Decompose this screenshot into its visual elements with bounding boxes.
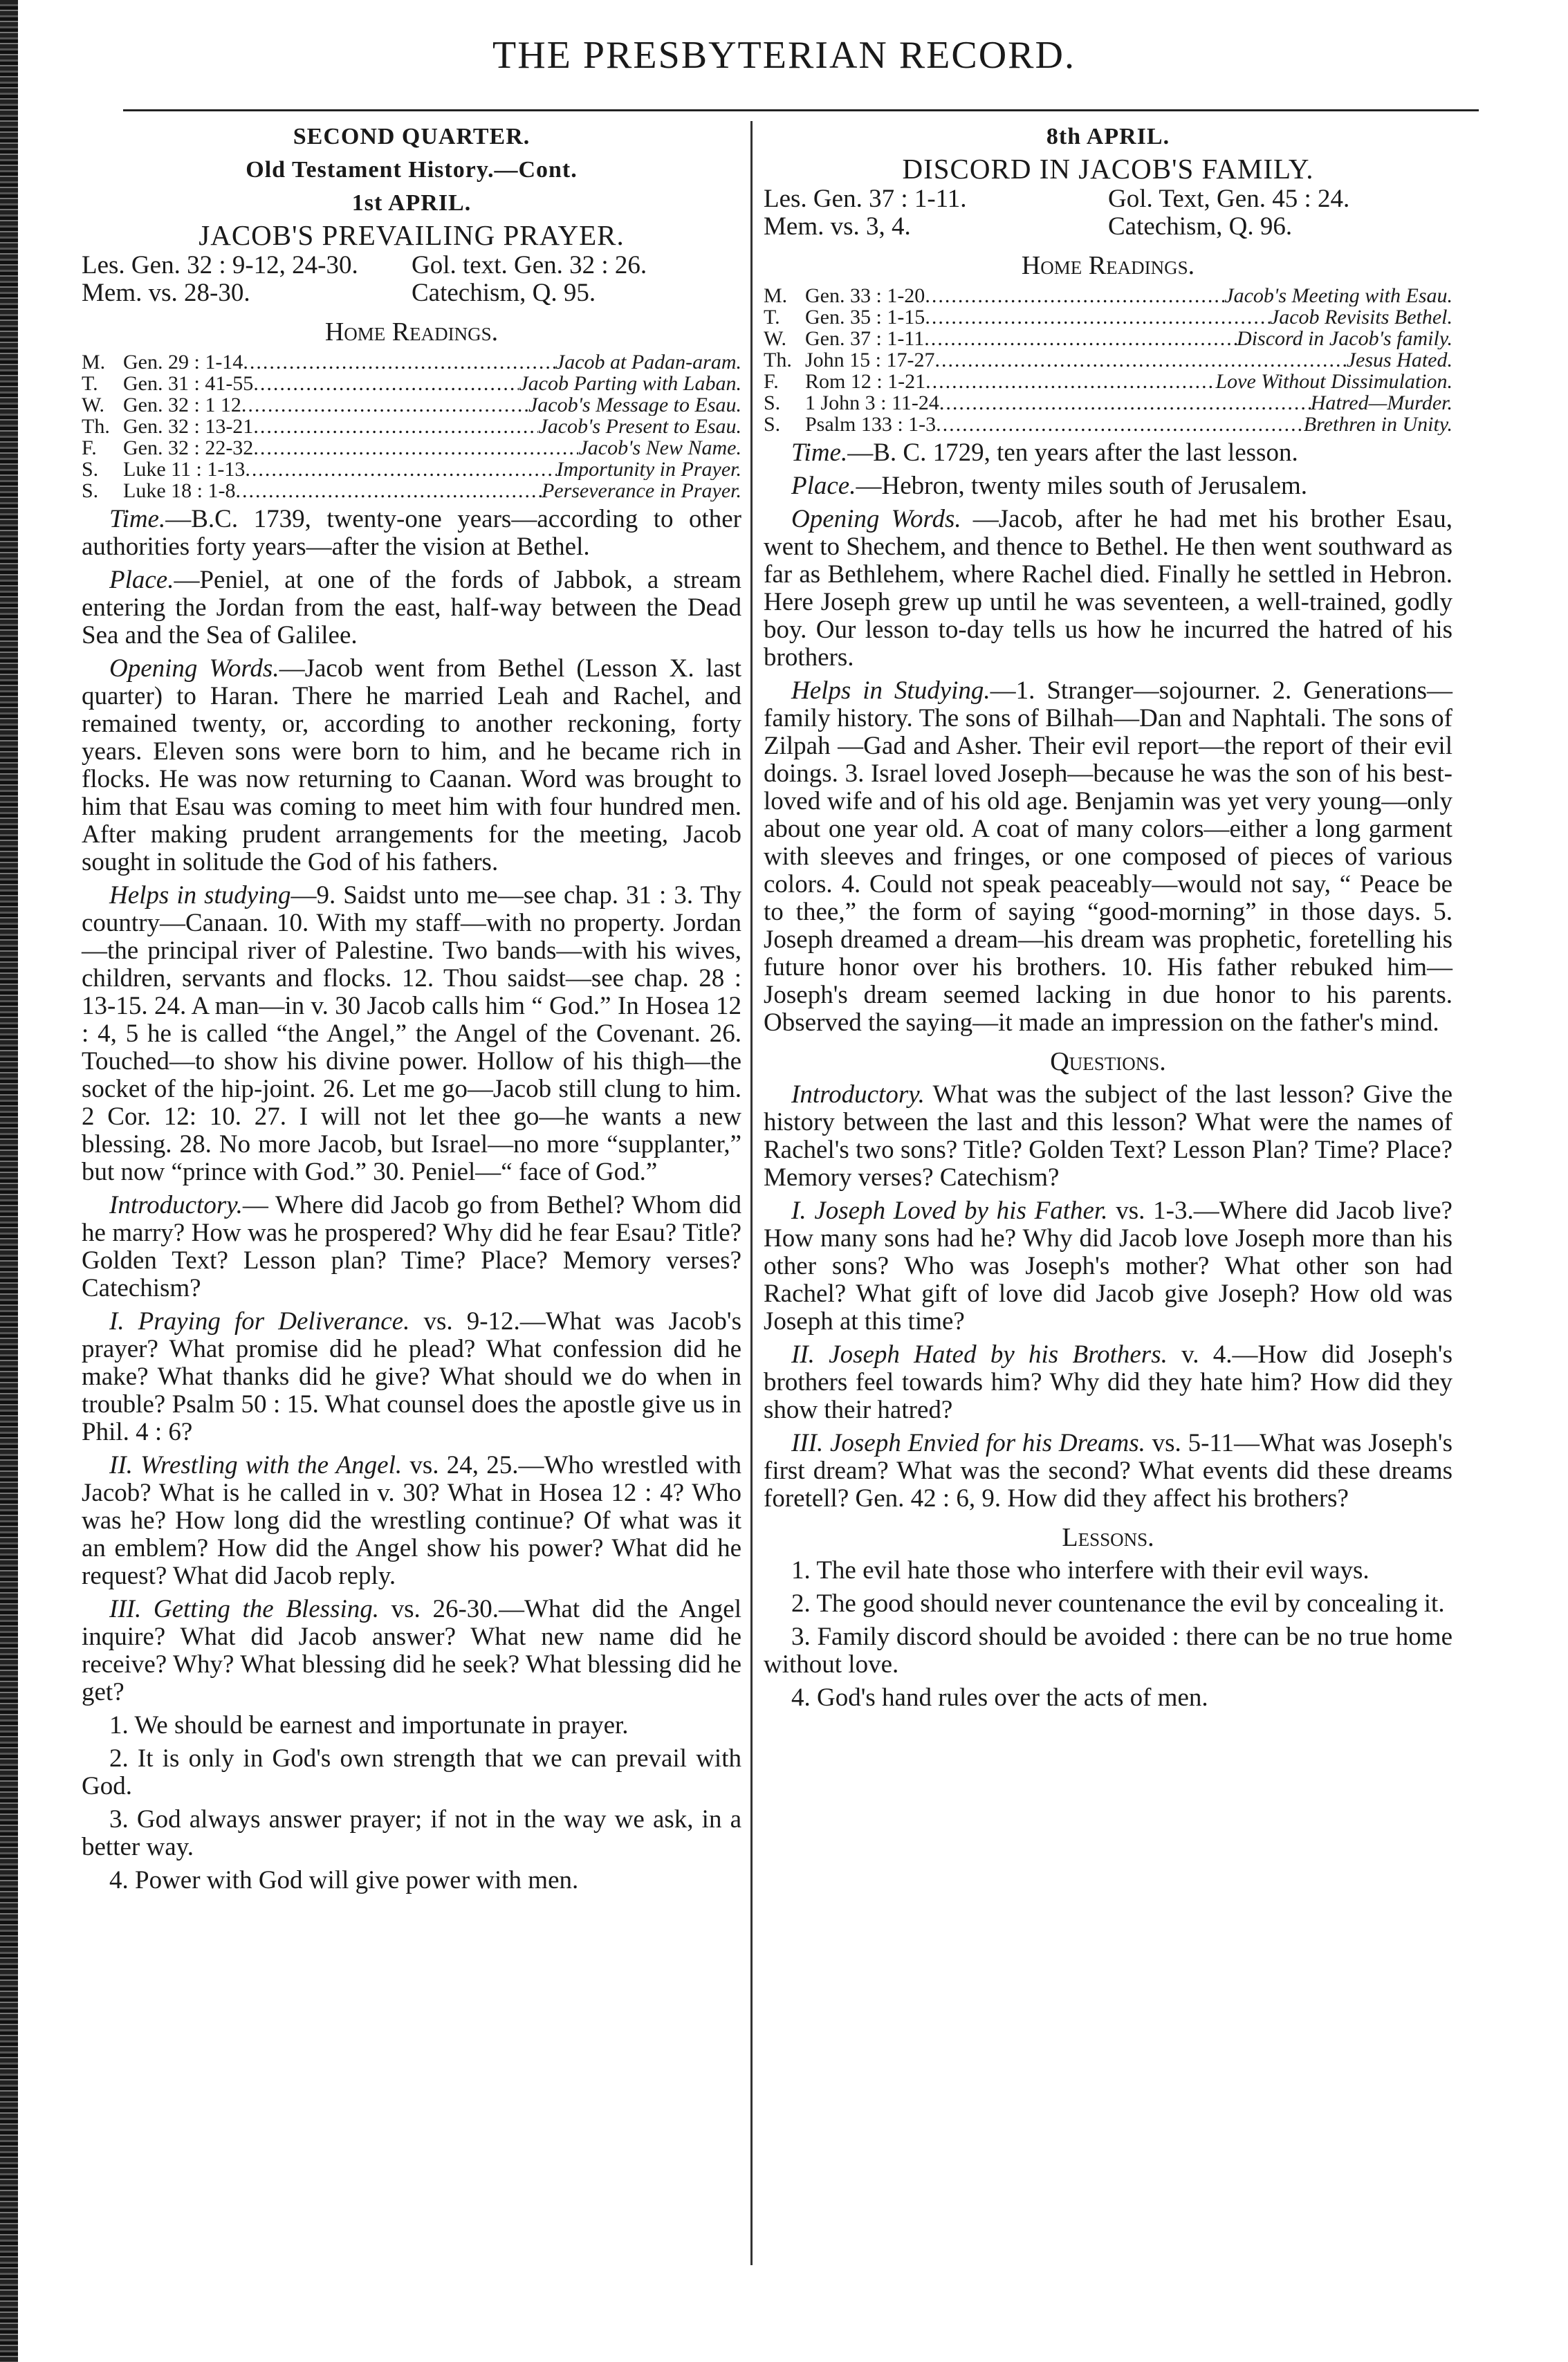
lesson-point: 2. The good should never countenance the evil by concealing it. xyxy=(791,1589,1445,1618)
reading-row: Th. John 15 : 17-27 ..... Jesus Hated. xyxy=(764,349,1452,371)
lesson-title: JACOB'S PREVAILING PRAYER. xyxy=(199,219,625,251)
helps-paragraph: Helps in studying—9. Saidst unto me—see chap. 31 : 3. Thy country—Canaan. 10. With my staff—with no property. Jordan—the principal river of Palestine. Two bands—with his wives, children, servants and flocks. 12. Thou saidst—see chap. 28 : 13-15. 24. A man—in v. 30 Jacob calls him “ God.” In Hosea 12 : 4, 5 he is called “the Angel,” the Angel of the Covenant. 26. Touched—to show his divine power. Hollow of his thigh—the socket of the hip-joint. 26. Let me go—Jacob still clung to him. 2 Cor. 12: 10. 27. I will not let thee go—he wants a new blessing. 28. No more Jacob, but Israel—no more “supplanter,” but now “prince with God.” 30. Peniel—“ face of God.” xyxy=(82,881,742,1186)
catechism-ref: Catechism, Q. 96. xyxy=(1108,212,1293,241)
reading-row: S. Luke 11 : 1-13 ..... Importunity in Prayer. xyxy=(82,459,741,480)
column-divider xyxy=(750,121,753,2265)
reading-row: Th. Gen. 32 : 13-21 ..... Jacob's Present to Esau. xyxy=(82,416,741,437)
lesson-ref: Les. Gen. 32 : 9-12, 24-30. xyxy=(82,251,358,279)
lesson-date: 8th APRIL. xyxy=(1046,124,1170,149)
masthead: THE PRESBYTERIAN RECORD. xyxy=(492,34,1076,77)
reading-row: F. Rom 12 : 1-21 ..... Love Without Dissimulation. xyxy=(764,371,1452,392)
question-section-3: III. Getting the Blessing. vs. 26-30.—What did the Angel inquire? What did Jacob answer? What new name did he receive? Why? What blessing did he seek? What blessing did he get? xyxy=(82,1595,741,1706)
question-section-3: III. Joseph Envied for his Dreams. vs. 5-11—What was Joseph's first dream? What was the second? What events did these dreams foretell? Gen. 42 : 6, 9. How did they affect his brothers? xyxy=(764,1429,1452,1513)
lesson-point: 1. The evil hate those who interfere with their evil ways. xyxy=(791,1556,1369,1585)
reading-row: S. Psalm 133 : 1-3 ..... Brethren in Unity. xyxy=(764,414,1452,435)
reading-row: S. Luke 18 : 1-8 ..... Perseverance in Prayer. xyxy=(82,480,741,501)
home-readings-heading: Home Readings. xyxy=(1021,251,1195,280)
binding-edge xyxy=(0,0,18,2362)
lesson-point: 2. It is only in God's own strength that we can prevail with God. xyxy=(82,1744,741,1800)
reading-row: M. Gen. 33 : 1-20 ..... Jacob's Meeting with Esau. xyxy=(764,285,1452,306)
time-paragraph: Time.—B.C. 1739, twenty-one years—according to other authorities forty years—after the vision at Bethel. xyxy=(82,505,741,561)
lesson-point: 4. Power with God will give power with men. xyxy=(109,1866,579,1894)
opening-words-paragraph: Opening Words. —Jacob, after he had met his brother Esau, went to Shechem, and thence to Bethel. He then went southward as far as Bethlehem, where Rachel died. Finally he settled in Hebron. Here Joseph grew up until he was seventeen, a well-trained, godly boy. Our lesson to-day tells us how he incurred the hatred of his brothers. xyxy=(764,505,1452,672)
place-paragraph: Place.—Hebron, twenty miles south of Jerusalem. xyxy=(791,472,1308,500)
right-column xyxy=(764,123,1452,1717)
lessons-heading: Lessons. xyxy=(1062,1523,1154,1552)
question-section-2: II. Wrestling with the Angel. vs. 24, 25.—Who wrestled with Jacob? What is he called in v. 30? What in Hosea 12 : 4? Who was he? How long did the wrestling continue? Of what was it an emblem? How did the Angel show his power? What did he request? What did Jacob reply. xyxy=(82,1451,741,1590)
home-readings-list xyxy=(82,351,741,501)
reading-row: F. Gen. 32 : 22-32 ..... Jacob's New Name. xyxy=(82,437,741,459)
time-paragraph: Time.—B. C. 1729, ten years after the last lesson. xyxy=(791,439,1298,467)
left-column xyxy=(82,123,741,1900)
memory-verses: Mem. vs. 28-30. xyxy=(82,279,250,307)
home-readings-list xyxy=(764,285,1452,435)
lesson-point: 4. God's hand rules over the acts of men. xyxy=(791,1683,1208,1712)
helps-paragraph: Helps in Studying.—1. Stranger—sojourner. 2. Generations—family history. The sons of Bilhah—Dan and Naphtali. The sons of Zilpah —Gad and Asher. Their evil report—the report of their evil doings. 3. Israel loved Joseph—because he was the son of his best-loved wife and of his old age. Benjamin was yet very young—only about one year old. A coat of many colors—either a long garment with sleeves and fringes, or one composed of pieces of various colors. 4. Could not speak peaceably—would not say, “ Peace be to thee,” the form of saying “good-morning” in those days. 5. Joseph dreamed a dream—his dream was prophetic, foretelling his future honor over his brothers. 10. His father rebuked him—Joseph's dream seemed lacking in due honor to his parents. Observed the saying—it made an impression on the father's mind. xyxy=(764,676,1452,1037)
lesson-point: 1. We should be earnest and importunate in prayer. xyxy=(109,1711,629,1740)
section-heading: SECOND QUARTER. xyxy=(293,124,531,149)
reading-row: T. Gen. 35 : 1-15 ..... Jacob Revisits Bethel. xyxy=(764,306,1452,328)
reading-row: M. Gen. 29 : 1-14 ..... Jacob at Padan-aram. xyxy=(82,351,741,373)
lesson-point: 3. Family discord should be avoided : there can be no true home without love. xyxy=(764,1623,1452,1679)
lesson-point: 3. God always answer prayer; if not in the way we ask, in a better way. xyxy=(82,1805,741,1861)
lesson-title: DISCORD IN JACOB'S FAMILY. xyxy=(902,153,1314,185)
question-section-2: II. Joseph Hated by his Brothers. v. 4.—How did Joseph's brothers feel towards him? Why did they hate him? How did they show their hatred? xyxy=(764,1340,1452,1424)
reading-row: T. Gen. 31 : 41-55 ..... Jacob Parting with Laban. xyxy=(82,373,741,394)
header-rule xyxy=(123,109,1479,111)
lesson-references xyxy=(764,185,1452,241)
place-paragraph: Place.—Peniel, at one of the fords of Jabbok, a stream entering the Jordan from the east, half-way between the Dead Sea and the Sea of Galilee. xyxy=(82,566,741,649)
reading-row: S. 1 John 3 : 11-24 ..... Hatred—Murder. xyxy=(764,392,1452,414)
lesson-date: 1st APRIL. xyxy=(351,190,472,216)
catechism-ref: Catechism, Q. 95. xyxy=(412,279,596,307)
memory-verses: Mem. vs. 3, 4. xyxy=(764,212,911,241)
introductory-questions: Introductory. What was the subject of the last lesson? Give the history between the last and this lesson? What were the names of Rachel's two sons? Title? Golden Text? Lesson Plan? Time? Place? Memory verses? Catechism? xyxy=(764,1080,1452,1192)
opening-words-paragraph: Opening Words.—Jacob went from Bethel (Lesson X. last quarter) to Haran. There he married Leah and Rachel, and remained twenty, or, according to another reckoning, forty years. Eleven sons were born to him, and he became rich in flocks. He was now returning to Caanan. Word was brought to him that Esau was coming to meet him with four hundred men. After making prudent arrangements for the meeting, Jacob sought in solitude the God of his fathers. xyxy=(82,654,741,876)
questions-heading: Questions. xyxy=(1050,1047,1166,1076)
reading-row: W. Gen. 32 : 1 12 ..... Jacob's Message to Esau. xyxy=(82,394,741,416)
question-section-1: I. Praying for Deliverance. vs. 9-12.—What was Jacob's prayer? What promise did he plead? What confession did he make? What thanks did he give? What should we do when in trouble? Psalm 50 : 15. What counsel does the apostle give us in Phil. 4 : 6? xyxy=(82,1307,741,1446)
home-readings-heading: Home Readings. xyxy=(324,317,499,347)
lesson-ref: Les. Gen. 37 : 1-11. xyxy=(764,185,967,213)
golden-text-ref: Gol. Text, Gen. 45 : 24. xyxy=(1108,185,1350,213)
question-section-1: I. Joseph Loved by his Father. vs. 1-3.—Where did Jacob live? How many sons had he? Why did Jacob love Joseph more than his other sons? Who was Joseph's mother? What other son had Rachel? What gift of love did Jacob give Joseph? How old was Joseph at this time? xyxy=(764,1197,1452,1336)
reading-row: W. Gen. 37 : 1-11 ..... Discord in Jacob's family. xyxy=(764,328,1452,349)
subsection-heading: Old Testament History.—Cont. xyxy=(246,157,578,183)
lesson-references xyxy=(82,252,741,307)
golden-text-ref: Gol. text. Gen. 32 : 26. xyxy=(412,251,647,279)
introductory-questions: Introductory.— Where did Jacob go from Bethel? Whom did he marry? How was he prospered? Why did he fear Esau? Title? Golden Text? Lesson plan? Time? Place? Memory verses? Catechism? xyxy=(82,1191,741,1302)
